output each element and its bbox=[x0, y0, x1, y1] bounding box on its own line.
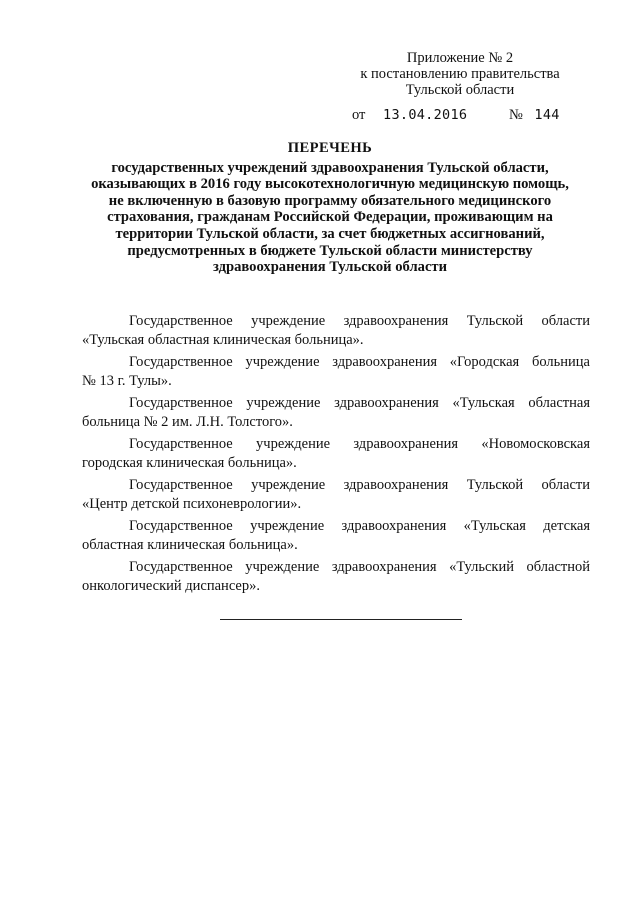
heading-line: территории Тульской области, за счет бюджетных ассигнований, bbox=[115, 225, 545, 242]
institution-line: онкологический диспансер». bbox=[82, 578, 260, 594]
institution-entry bbox=[82, 353, 590, 391]
institution-line: «Тульская областная клиническая больница». bbox=[82, 332, 364, 348]
date-prefix: от bbox=[352, 107, 366, 123]
heading-line: предусмотренных в бюджете Тульской области министерству bbox=[127, 242, 533, 259]
heading-line: здравоохранения Тульской области bbox=[212, 259, 448, 276]
resolution-date: 13.04.2016 bbox=[383, 107, 468, 123]
institution-entry bbox=[82, 435, 590, 473]
institution-entry bbox=[82, 312, 590, 350]
heading-line: государственных учреждений здравоохранения Тульской области, bbox=[111, 159, 549, 176]
institution-line: Государственное учреждение здравоохранения «Городская больница bbox=[129, 354, 590, 370]
institution-line: Государственное учреждение здравоохранения «Тульский областной bbox=[129, 559, 590, 575]
heading-line: оказывающих в 2016 году высокотехнологичную медицинскую помощь, bbox=[91, 176, 569, 193]
institution-line: городская клиническая больница». bbox=[82, 455, 297, 471]
institution-entry bbox=[82, 476, 590, 514]
institution-line: Государственное учреждение здравоохранения «Тульская детская bbox=[129, 518, 590, 534]
institution-line: Государственное учреждение здравоохранения «Тульская областная bbox=[129, 395, 590, 411]
institution-entry bbox=[82, 558, 590, 596]
document-title: ПЕРЕЧЕНЬ bbox=[287, 140, 373, 156]
closing-divider bbox=[220, 619, 462, 620]
document-heading bbox=[80, 140, 580, 276]
institution-line: Государственное учреждение здравоохранения «Новомосковская bbox=[129, 436, 590, 452]
appendix-number: Приложение № 2 bbox=[406, 50, 514, 66]
appendix-header bbox=[340, 50, 580, 98]
institution-entry bbox=[82, 517, 590, 555]
resolution-number: 144 bbox=[534, 107, 560, 123]
appendix-reference: к постановлению правительства bbox=[360, 66, 560, 82]
institution-list bbox=[82, 312, 590, 599]
institution-line: «Центр детской психоневрологии». bbox=[82, 496, 302, 512]
institution-line: № 13 г. Тулы». bbox=[82, 373, 172, 389]
institution-line: Государственное учреждение здравоохранения Тульской области bbox=[129, 477, 590, 493]
institution-line: больница № 2 им. Л.Н. Толстого». bbox=[82, 414, 293, 430]
number-label: № bbox=[508, 107, 523, 123]
heading-line: страхования, гражданам Российской Федерации, проживающим на bbox=[107, 209, 553, 226]
resolution-date-row bbox=[352, 107, 592, 124]
appendix-region: Тульской области bbox=[405, 82, 515, 98]
institution-entry bbox=[82, 394, 590, 432]
institution-line: Государственное учреждение здравоохранения Тульской области bbox=[129, 313, 590, 329]
heading-line: не включенную в базовую программу обязательного медицинского bbox=[108, 192, 552, 209]
institution-line: областная клиническая больница». bbox=[82, 537, 298, 553]
